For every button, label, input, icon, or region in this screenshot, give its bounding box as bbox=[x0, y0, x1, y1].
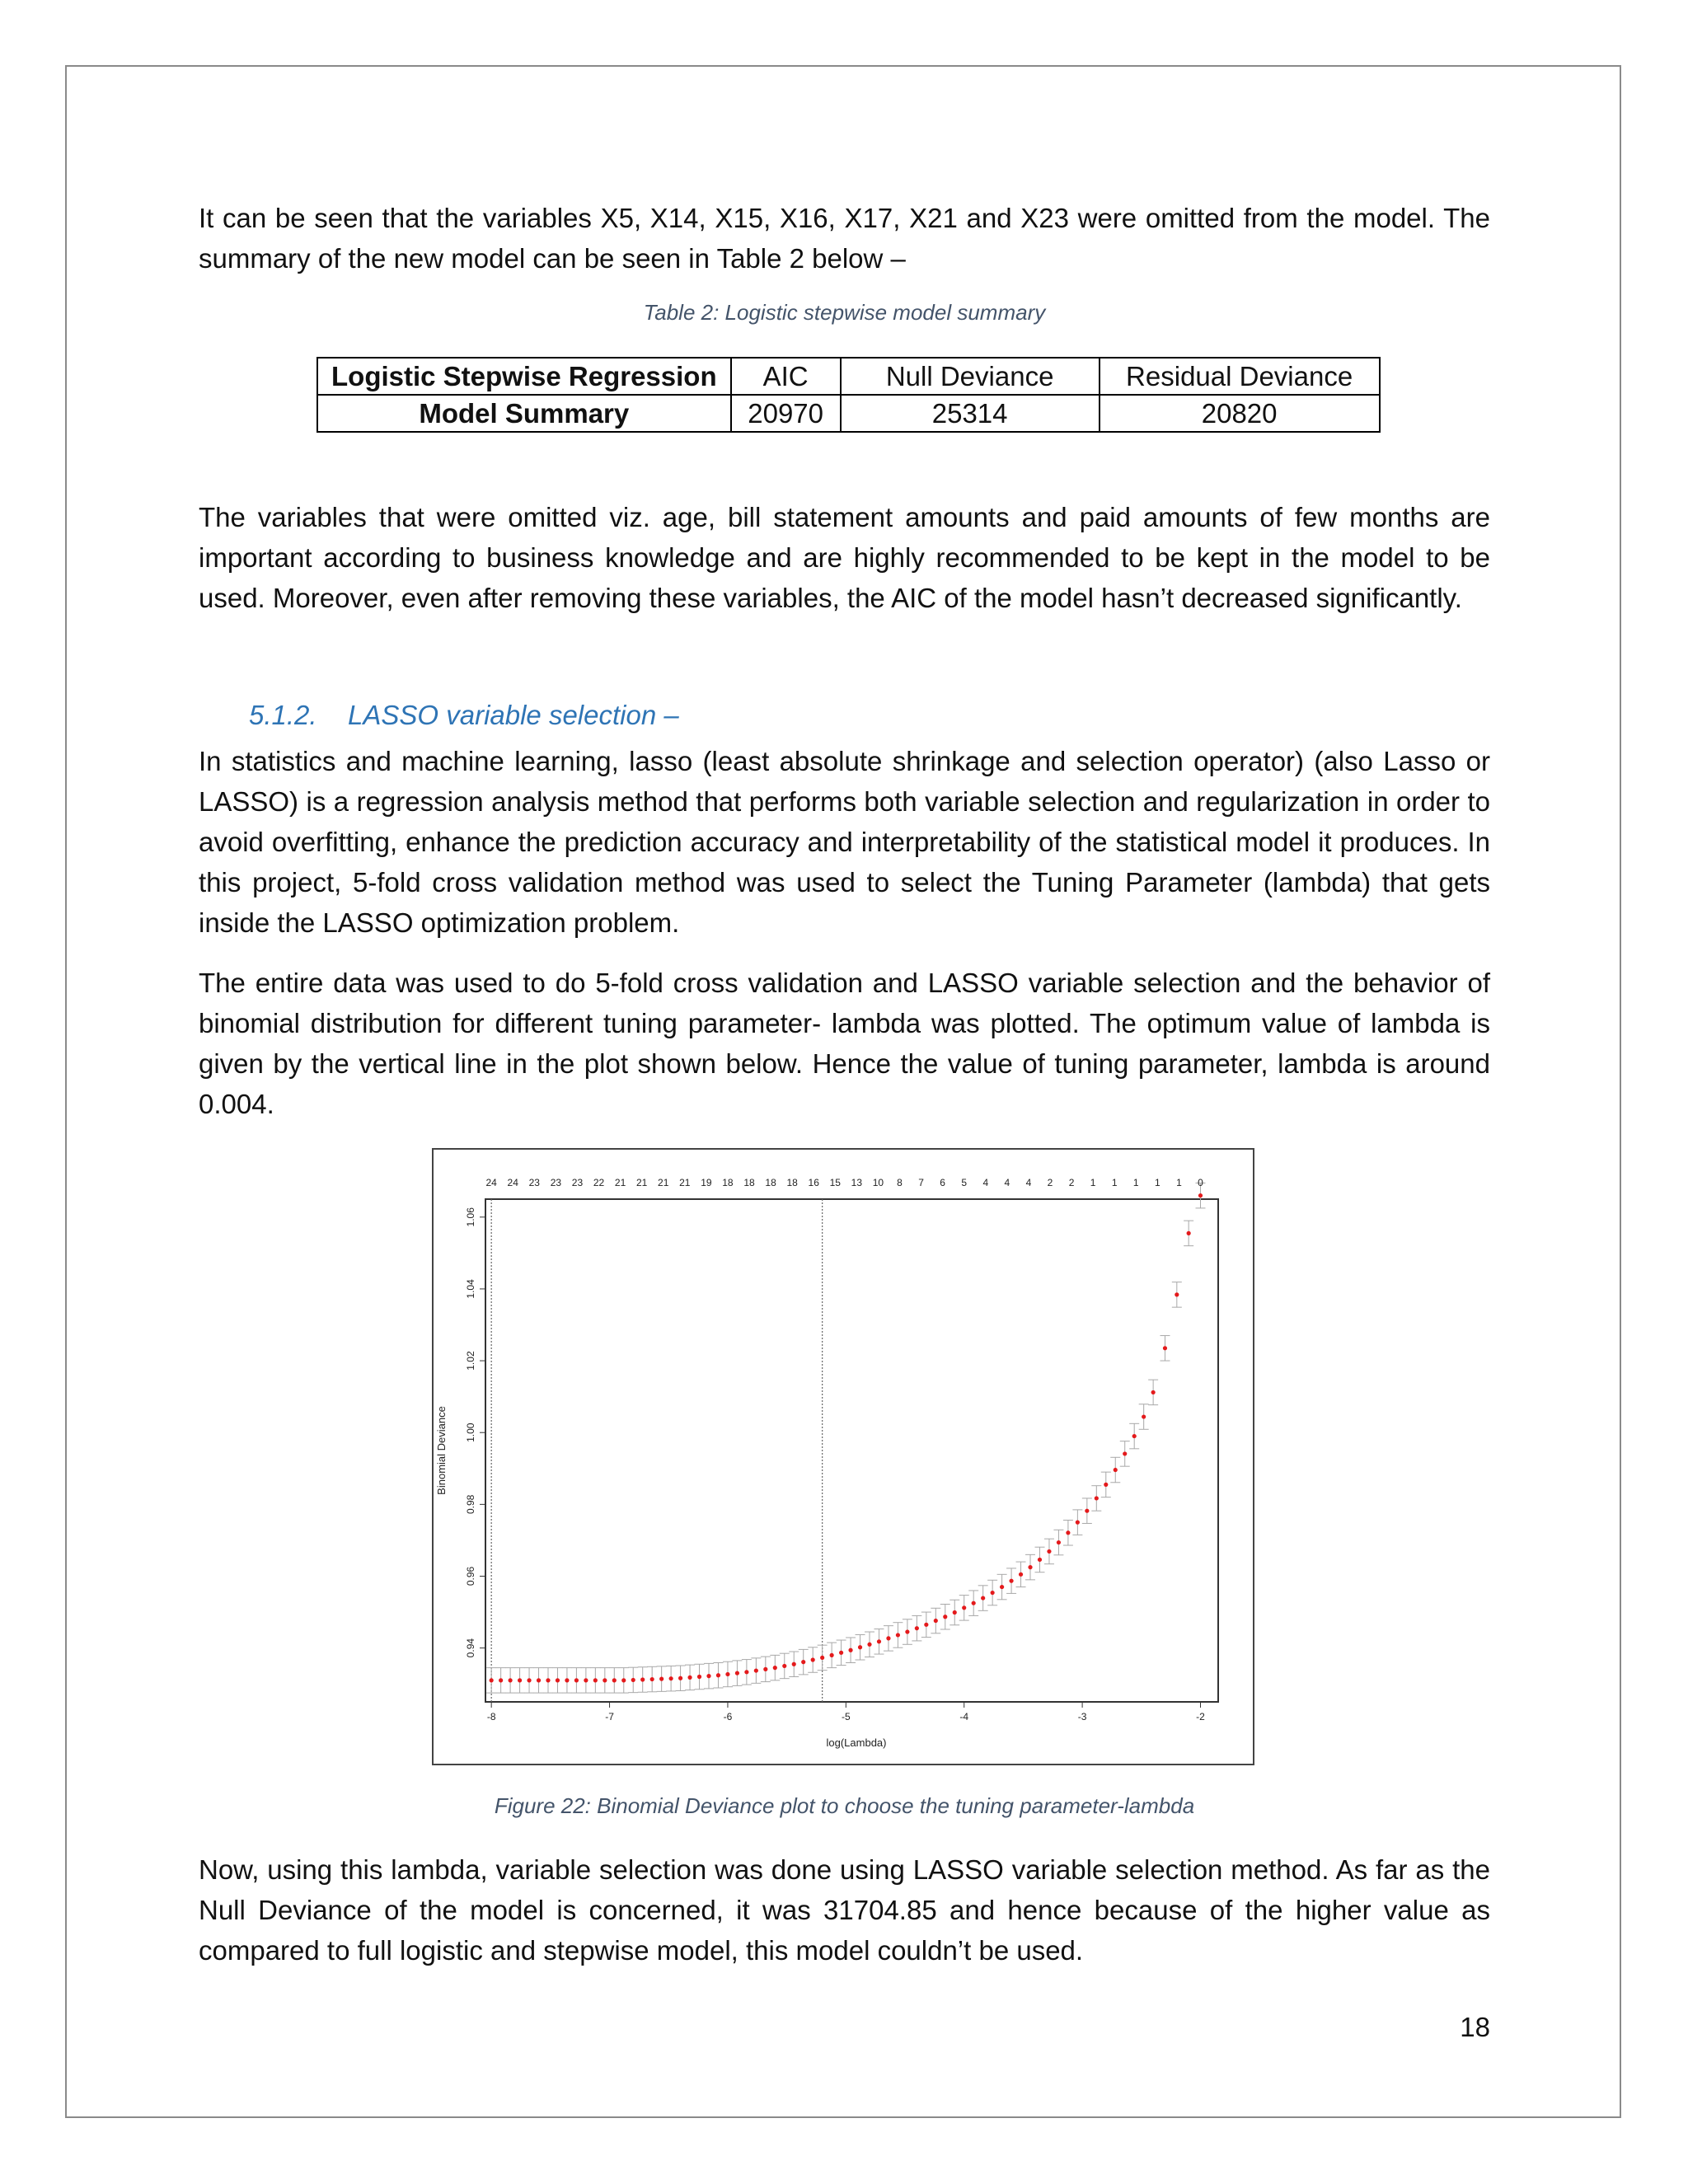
data-point bbox=[962, 1605, 966, 1610]
data-point bbox=[792, 1662, 796, 1666]
data-point bbox=[991, 1591, 995, 1595]
data-point bbox=[763, 1667, 767, 1671]
data-point bbox=[858, 1645, 862, 1649]
section-title: LASSO variable selection – bbox=[348, 700, 679, 730]
data-point bbox=[509, 1678, 513, 1682]
y-axis-label: Binomial Deviance bbox=[435, 1406, 448, 1495]
table-row bbox=[317, 395, 1380, 432]
data-point bbox=[490, 1678, 494, 1682]
data-point bbox=[830, 1653, 834, 1657]
top-axis-label: 23 bbox=[528, 1177, 540, 1188]
data-point bbox=[1175, 1292, 1179, 1296]
paragraph-lasso-definition: In statistics and machine learning, lasso (least absolute shrinkage and selection operator) (also Lasso or LASSO) is a regression analysis method that performs both variable selection and regularization in order to avoid overfitting, enhance the prediction accuracy and interpretability of the statistical model it produces. In this project, 5-fold cross validation method was used to select the Tuning Parameter (lambda) that gets inside the LASSO optimization problem. bbox=[199, 746, 1490, 938]
data-point bbox=[593, 1678, 598, 1682]
top-axis-label: 18 bbox=[722, 1177, 734, 1188]
top-axis-label: 2 bbox=[1068, 1177, 1075, 1188]
top-axis-label: 23 bbox=[550, 1177, 562, 1188]
data-point bbox=[546, 1678, 550, 1682]
data-point bbox=[527, 1678, 531, 1682]
data-point bbox=[953, 1610, 957, 1615]
top-axis-label: 4 bbox=[1025, 1177, 1032, 1188]
top-axis-label: 10 bbox=[872, 1177, 884, 1188]
top-axis-label: 5 bbox=[961, 1177, 968, 1188]
data-point bbox=[1038, 1558, 1042, 1562]
data-point bbox=[943, 1615, 947, 1619]
top-axis-label: 21 bbox=[635, 1177, 648, 1188]
data-point bbox=[1187, 1231, 1191, 1235]
data-point bbox=[1057, 1540, 1061, 1544]
table-cell: Model Summary bbox=[317, 395, 731, 432]
top-axis-label: 16 bbox=[808, 1177, 819, 1188]
table-cell: 25314 bbox=[841, 395, 1100, 432]
top-axis-label: 4 bbox=[1004, 1177, 1010, 1188]
data-point bbox=[981, 1596, 985, 1600]
data-point bbox=[848, 1648, 852, 1652]
top-axis-label: 18 bbox=[765, 1177, 776, 1188]
y-tick-label: 1.04 bbox=[465, 1279, 476, 1299]
data-point bbox=[877, 1639, 881, 1643]
data-point bbox=[1163, 1346, 1167, 1350]
data-point bbox=[782, 1664, 786, 1668]
top-axis-label: 18 bbox=[786, 1177, 798, 1188]
top-axis-label: 21 bbox=[614, 1177, 626, 1188]
data-point bbox=[915, 1626, 919, 1630]
table-caption: Table 2: Logistic stepwise model summary bbox=[643, 300, 1046, 325]
paragraph-cross-validation: The entire data was used to do 5-fold cross validation and LASSO variable selection and the behavior of binomial distribution for different tuning parameter- lambda was plotted. The optimum value of lambda is given by the vertical line in the plot shown below. Hence the value of tuning parameter, lambda is around 0.004. bbox=[199, 968, 1490, 1119]
data-point bbox=[1047, 1549, 1051, 1554]
top-axis-label: 15 bbox=[829, 1177, 841, 1188]
y-tick-label: 0.96 bbox=[465, 1566, 476, 1586]
top-axis-label: 1 bbox=[1176, 1177, 1182, 1188]
data-point bbox=[659, 1677, 663, 1681]
data-point bbox=[1104, 1483, 1108, 1487]
x-tick-label: -2 bbox=[1196, 1711, 1205, 1722]
top-axis-label: 24 bbox=[485, 1177, 497, 1188]
data-point bbox=[1198, 1193, 1203, 1197]
x-tick-label: -7 bbox=[605, 1711, 614, 1722]
binomial-deviance-figure bbox=[432, 1148, 1254, 1765]
data-point bbox=[754, 1668, 758, 1672]
data-point bbox=[1123, 1451, 1127, 1455]
top-axis-label: 18 bbox=[743, 1177, 755, 1188]
data-point bbox=[603, 1678, 607, 1682]
data-point bbox=[556, 1678, 560, 1682]
data-point bbox=[621, 1678, 626, 1682]
table-header-row bbox=[317, 358, 1380, 395]
data-point bbox=[725, 1672, 729, 1676]
table-header-cell: Null Deviance bbox=[841, 358, 1100, 395]
data-point bbox=[1000, 1585, 1004, 1589]
top-axis-label: 6 bbox=[940, 1177, 945, 1188]
data-point bbox=[706, 1674, 710, 1678]
data-point bbox=[924, 1623, 928, 1627]
x-tick-label: -6 bbox=[723, 1711, 733, 1722]
data-point bbox=[518, 1678, 522, 1682]
top-axis-label: 21 bbox=[658, 1177, 669, 1188]
top-axis-label: 1 bbox=[1111, 1177, 1118, 1188]
data-point bbox=[934, 1619, 938, 1623]
data-point bbox=[565, 1678, 569, 1682]
table-cell: 20970 bbox=[731, 395, 841, 432]
page-number: 18 bbox=[1460, 2012, 1490, 2042]
table-header-cell: Logistic Stepwise Regression bbox=[317, 358, 731, 395]
figure-caption: Figure 22: Binomial Deviance plot to choose the tuning parameter-lambda bbox=[494, 1793, 1195, 1818]
data-point bbox=[1142, 1414, 1146, 1418]
data-point bbox=[612, 1678, 617, 1682]
binomial-deviance-chart bbox=[434, 1150, 1253, 1764]
data-point bbox=[735, 1671, 739, 1675]
paragraph-intro: It can be seen that the variables X5, X14, X15, X16, X17, X21 and X23 were omitted from the model. The summary of the new model can be seen in Table 2 below – bbox=[199, 203, 1490, 274]
data-point bbox=[1019, 1572, 1023, 1577]
top-axis-label: 1 bbox=[1090, 1177, 1096, 1188]
model-summary-table bbox=[316, 357, 1381, 433]
x-axis-label: log(Lambda) bbox=[826, 1736, 887, 1749]
top-axis-label: 8 bbox=[897, 1177, 903, 1188]
data-point bbox=[1076, 1521, 1080, 1525]
top-axis-label: 13 bbox=[851, 1177, 863, 1188]
top-axis-label: 2 bbox=[1047, 1177, 1053, 1188]
x-tick-label: -8 bbox=[486, 1711, 496, 1722]
data-point bbox=[972, 1601, 976, 1605]
data-point bbox=[1151, 1390, 1156, 1394]
data-point bbox=[584, 1678, 588, 1682]
table-header-cell: AIC bbox=[731, 358, 841, 395]
top-axis-label: 21 bbox=[679, 1177, 691, 1188]
y-tick-label: 0.98 bbox=[465, 1494, 476, 1515]
data-point bbox=[537, 1678, 541, 1682]
table-cell: 20820 bbox=[1100, 395, 1380, 432]
top-axis-label: 1 bbox=[1155, 1177, 1160, 1188]
top-axis-label: 22 bbox=[593, 1177, 605, 1188]
top-axis-label: 4 bbox=[982, 1177, 989, 1188]
data-point bbox=[1009, 1579, 1013, 1583]
data-point bbox=[886, 1636, 890, 1640]
x-tick-label: -5 bbox=[841, 1711, 851, 1722]
y-tick-label: 1.06 bbox=[465, 1207, 476, 1227]
section-number: 5.1.2. bbox=[249, 700, 317, 730]
top-axis-label: 19 bbox=[701, 1177, 712, 1188]
data-point bbox=[669, 1676, 673, 1680]
data-point bbox=[867, 1643, 871, 1647]
top-axis-label: 0 bbox=[1198, 1177, 1203, 1188]
data-point bbox=[1095, 1496, 1099, 1500]
x-tick-label: -4 bbox=[959, 1711, 969, 1722]
data-point bbox=[896, 1633, 900, 1637]
paragraph-omitted-variables: The variables that were omitted viz. age, bill statement amounts and paid amounts of few months are important according to business knowledge and are highly recommended to be kept in the model to be used. Moreover, even after removing these variables, the AIC of the model hasn’t decreased significantly. bbox=[199, 502, 1490, 613]
data-point bbox=[1114, 1468, 1118, 1472]
x-tick-label: -3 bbox=[1077, 1711, 1087, 1722]
top-axis-label: 24 bbox=[507, 1177, 518, 1188]
data-point bbox=[1132, 1434, 1137, 1438]
paragraph-conclusion: Now, using this lambda, variable selection was done using LASSO variable selection method. As far as the Null Deviance of the model is concerned, it was 31704.85 and hence because of the higher value as compared to full logistic and stepwise model, this model couldn’t be used. bbox=[199, 1854, 1490, 1966]
data-point bbox=[687, 1675, 692, 1680]
top-axis-label: 23 bbox=[571, 1177, 584, 1188]
data-point bbox=[811, 1657, 815, 1661]
plot-area-frame bbox=[485, 1199, 1218, 1702]
data-point bbox=[697, 1675, 701, 1679]
data-point bbox=[650, 1677, 654, 1681]
table-header-cell: Residual Deviance bbox=[1100, 358, 1380, 395]
data-point bbox=[1066, 1530, 1070, 1535]
data-point bbox=[574, 1678, 579, 1682]
data-point bbox=[744, 1670, 748, 1674]
data-point bbox=[1085, 1509, 1089, 1513]
data-point bbox=[640, 1677, 645, 1681]
section-heading bbox=[249, 700, 679, 731]
data-point bbox=[678, 1676, 682, 1680]
data-point bbox=[631, 1678, 635, 1682]
data-point bbox=[801, 1660, 805, 1664]
y-tick-label: 0.94 bbox=[465, 1638, 476, 1658]
data-point bbox=[499, 1678, 503, 1682]
y-tick-label: 1.02 bbox=[465, 1351, 476, 1371]
data-point bbox=[716, 1673, 720, 1677]
data-point bbox=[905, 1629, 909, 1633]
data-point bbox=[839, 1651, 843, 1655]
data-point bbox=[1028, 1565, 1032, 1569]
data-point bbox=[773, 1666, 777, 1670]
y-tick-label: 1.00 bbox=[465, 1422, 476, 1442]
data-point bbox=[820, 1656, 824, 1660]
top-axis-label: 7 bbox=[918, 1177, 924, 1188]
top-axis-label: 1 bbox=[1132, 1177, 1139, 1188]
